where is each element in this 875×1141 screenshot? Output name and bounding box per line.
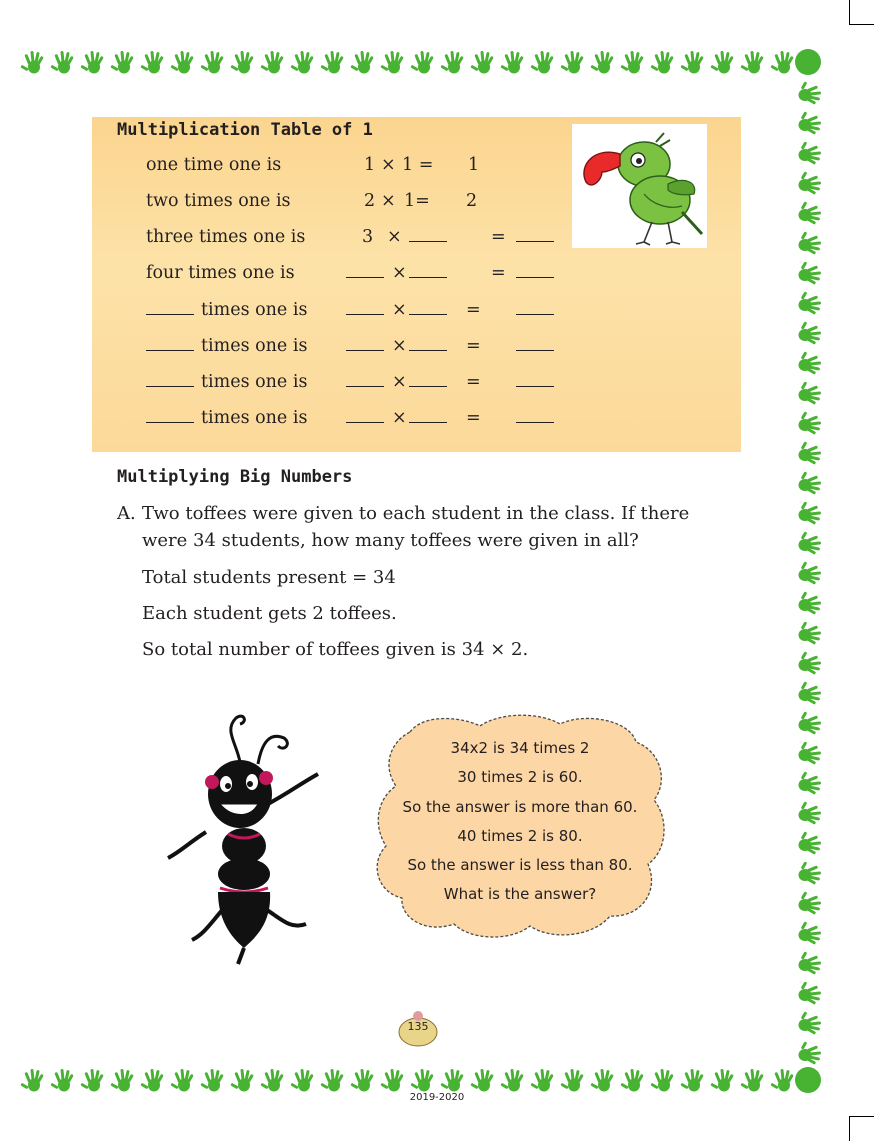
hand-print-icon <box>110 48 138 78</box>
hand-print-icon <box>740 48 768 78</box>
hand-print-icon <box>410 48 438 78</box>
row-multiply-sign: × <box>381 155 396 175</box>
hand-print-icon <box>795 590 823 620</box>
hand-print-icon <box>230 1066 258 1096</box>
hand-print-icon <box>140 48 168 78</box>
hand-print-icon <box>795 650 823 680</box>
row-multiply-sign: × <box>387 227 402 247</box>
hand-print-icon <box>795 560 823 590</box>
hand-print-icon <box>590 48 618 78</box>
row-words: times one is <box>201 408 308 428</box>
hand-print-icon <box>795 830 823 860</box>
ant-illustration <box>140 712 340 967</box>
table-row <box>0 336 700 364</box>
hand-print-icon <box>500 48 528 78</box>
row-multiply-sign: × <box>392 408 407 428</box>
hand-print-icon <box>795 260 823 290</box>
row-factor-b: 1= <box>404 191 430 211</box>
footer-year: 2019-2020 <box>409 1092 465 1103</box>
hand-print-icon <box>795 860 823 890</box>
hand-print-icon <box>795 320 823 350</box>
hand-print-icon <box>795 110 823 140</box>
hand-print-icon <box>795 500 823 530</box>
table-row <box>0 300 700 328</box>
hand-print-icon <box>320 1066 348 1096</box>
question-label: A. <box>117 503 136 524</box>
hand-print-icon <box>620 1066 648 1096</box>
row-equals: = <box>466 336 481 356</box>
hand-print-icon <box>740 1066 768 1096</box>
fact-toffees-each: Each student gets 2 toffees. <box>142 603 397 624</box>
border-corner-badge-bottom <box>795 1067 821 1093</box>
hand-print-icon <box>795 200 823 230</box>
row-words: times one is <box>201 300 308 320</box>
hand-print-icon <box>795 80 823 110</box>
hand-print-icon <box>170 1066 198 1096</box>
hand-print-icon <box>140 1066 168 1096</box>
hand-print-icon <box>590 1066 618 1096</box>
hand-print-icon <box>290 48 318 78</box>
row-equals: = <box>466 372 481 392</box>
hand-print-icon <box>20 48 48 78</box>
hand-print-icon <box>500 1066 528 1096</box>
hand-print-icon <box>795 410 823 440</box>
hand-print-icon <box>680 1066 708 1096</box>
hand-print-icon <box>795 470 823 500</box>
hand-print-icon <box>200 48 228 78</box>
hand-print-icon <box>440 48 468 78</box>
hand-print-icon <box>795 920 823 950</box>
hand-print-icon <box>710 48 738 78</box>
hand-print-icon <box>560 1066 588 1096</box>
row-words: one time one is <box>146 155 282 175</box>
page-number: 135 <box>407 1020 429 1033</box>
hand-print-icon <box>200 1066 228 1096</box>
hand-print-icon <box>795 1010 823 1040</box>
hand-print-icon <box>530 1066 558 1096</box>
row-factor-b: 1 = <box>402 155 434 175</box>
hand-print-icon <box>795 710 823 740</box>
row-words: times one is <box>201 336 308 356</box>
row-equals: = <box>491 227 506 247</box>
row-equals: = <box>466 300 481 320</box>
table-title: Multiplication Table of 1 <box>117 120 373 140</box>
hand-print-icon <box>170 48 198 78</box>
row-multiply-sign: × <box>392 300 407 320</box>
fact-total-expression: So total number of toffees given is 34 × 2. <box>142 639 529 660</box>
row-result: 2 <box>466 191 478 211</box>
row-multiply-sign: × <box>381 191 396 211</box>
speech-bubble-line: So the answer is less than 80. <box>407 856 633 874</box>
crop-mark-top-right <box>849 0 874 25</box>
hand-print-icon <box>680 48 708 78</box>
hand-print-icon <box>560 48 588 78</box>
hand-print-icon <box>80 1066 108 1096</box>
hand-print-icon <box>795 890 823 920</box>
hand-print-icon <box>110 1066 138 1096</box>
question-line-2: were 34 students, how many toffees were given in all? <box>142 530 639 551</box>
hand-print-icon <box>795 530 823 560</box>
fact-total-students: Total students present = 34 <box>142 567 396 588</box>
hand-print-icon <box>795 290 823 320</box>
hand-print-icon <box>795 950 823 980</box>
hand-print-icon <box>795 170 823 200</box>
row-words: four times one is <box>146 263 295 283</box>
hand-print-icon <box>795 620 823 650</box>
hand-print-icon <box>350 48 378 78</box>
row-result: 1 <box>468 155 480 175</box>
speech-bubble-line: 30 times 2 is 60. <box>457 768 583 786</box>
row-factor-a: 1 <box>364 155 376 175</box>
hand-print-icon <box>50 48 78 78</box>
row-words: two times one is <box>146 191 291 211</box>
hand-print-icon <box>795 350 823 380</box>
hand-print-icon <box>795 800 823 830</box>
table-row <box>0 263 700 291</box>
crop-mark-bottom-right <box>849 1116 874 1141</box>
row-multiply-sign: × <box>392 263 407 283</box>
hand-print-icon <box>80 48 108 78</box>
hand-print-icon <box>795 230 823 260</box>
question-line-1: Two toffees were given to each student in the class. If there <box>142 503 690 524</box>
hand-print-icon <box>260 48 288 78</box>
hand-print-icon <box>260 1066 288 1096</box>
row-words: three times one is <box>146 227 306 247</box>
hand-print-icon <box>20 1066 48 1096</box>
hand-print-icon <box>620 48 648 78</box>
hand-print-icon <box>795 980 823 1010</box>
row-equals: = <box>491 263 506 283</box>
hand-print-icon <box>795 140 823 170</box>
speech-bubble-line: What is the answer? <box>443 885 597 903</box>
hand-print-icon <box>795 680 823 710</box>
hand-print-icon <box>320 48 348 78</box>
table-row <box>0 408 700 436</box>
hand-print-icon <box>795 1040 823 1070</box>
hand-print-icon <box>795 740 823 770</box>
hand-print-icon <box>770 1066 798 1096</box>
hand-print-icon <box>380 48 408 78</box>
hand-print-icon <box>50 1066 78 1096</box>
hand-print-icon <box>650 48 678 78</box>
hand-print-icon <box>770 48 798 78</box>
row-factor-a: 3 <box>362 227 374 247</box>
hand-print-icon <box>470 48 498 78</box>
speech-bubble-line: 40 times 2 is 80. <box>457 827 583 845</box>
hand-print-icon <box>230 48 258 78</box>
hand-print-icon <box>710 1066 738 1096</box>
row-multiply-sign: × <box>392 372 407 392</box>
hand-print-icon <box>795 440 823 470</box>
row-equals: = <box>466 408 481 428</box>
right-hand-border <box>795 80 823 1070</box>
hand-print-icon <box>350 1066 378 1096</box>
top-hand-border <box>20 48 798 78</box>
speech-bubble-line: So the answer is more than 60. <box>402 798 638 816</box>
row-factor-a: 2 <box>364 191 376 211</box>
hand-print-icon <box>650 1066 678 1096</box>
table-row <box>0 372 700 400</box>
speech-bubble-line: 34x2 is 34 times 2 <box>450 739 590 757</box>
hand-print-icon <box>530 48 558 78</box>
row-multiply-sign: × <box>392 336 407 356</box>
row-words: times one is <box>201 372 308 392</box>
hand-print-icon <box>795 380 823 410</box>
hand-print-icon <box>290 1066 318 1096</box>
section-title-big-numbers: Multiplying Big Numbers <box>117 467 353 487</box>
border-corner-badge-top <box>795 49 821 75</box>
parrot-illustration <box>572 124 707 248</box>
hand-print-icon <box>795 770 823 800</box>
